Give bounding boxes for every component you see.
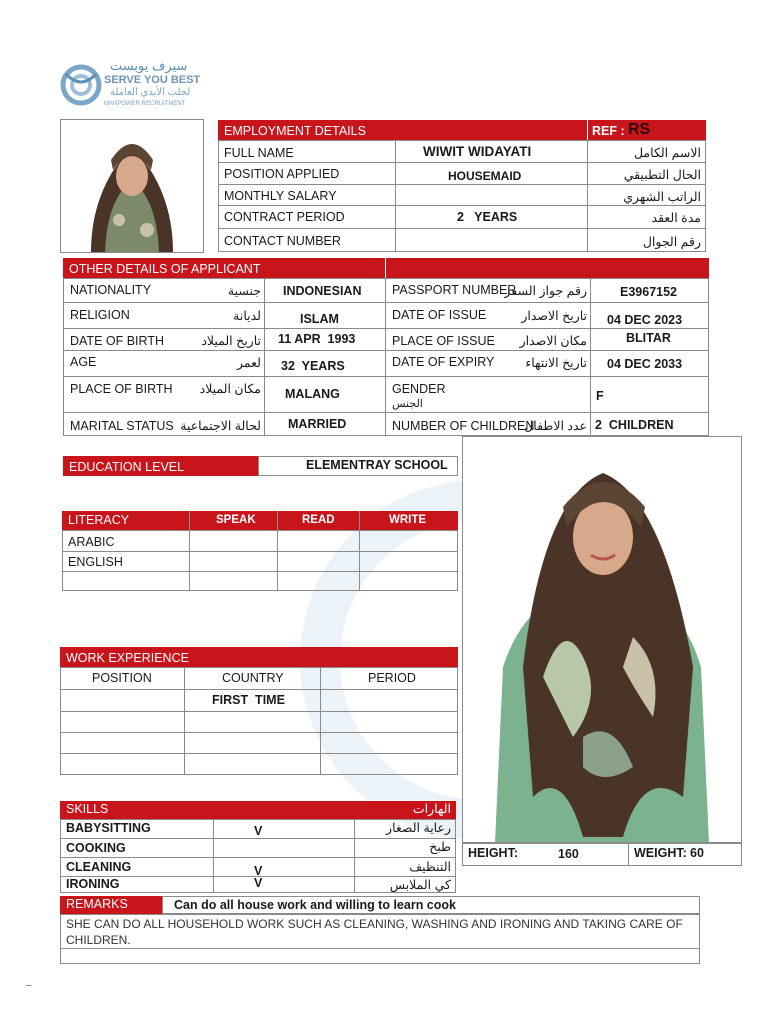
applicant-full-portrait-icon: [463, 437, 741, 843]
literacy-row-arabic: ARABIC: [68, 535, 115, 549]
work-col-country: COUNTRY: [222, 671, 284, 685]
skill-cleaning-arabic: التنظيف: [409, 860, 451, 874]
monthly-salary-arabic: الراتب الشهري: [623, 190, 701, 204]
company-logo: [58, 58, 201, 114]
logo-arabic-sub: لجلب الأيدي العاملة: [110, 87, 191, 98]
nationality-arabic: جنسية: [227, 284, 261, 298]
skill-babysitting-mark: V: [254, 824, 263, 838]
marital-status-label: MARITAL STATUS: [70, 419, 174, 433]
literacy-col-read: READ: [302, 514, 335, 526]
remarks-body: SHE CAN DO ALL HOUSEHOLD WORK SUCH AS CLEANING, WASHING AND IRONING AND TAKING CARE OF CHILDREN.: [66, 917, 683, 947]
monthly-salary-label: MONTHLY SALARY: [224, 189, 337, 203]
skill-ironing-mark: V: [254, 876, 263, 890]
skill-cooking-arabic: طبخ: [429, 840, 451, 854]
religion-arabic: لديانة: [233, 309, 261, 323]
date-of-birth-label: DATE OF BIRTH: [70, 334, 164, 348]
ref-label: REF :: [592, 124, 625, 138]
logo-name: SERVE YOU BEST: [104, 74, 201, 86]
education-label: EDUCATION LEVEL: [69, 460, 185, 474]
full-name-label: FULL NAME: [224, 146, 294, 160]
education-value: ELEMENTRAY SCHOOL: [306, 458, 448, 472]
passport-number-label: PASSPORT NUMBER: [392, 283, 517, 297]
skill-cleaning-mark: V: [254, 864, 263, 878]
weight-label: WEIGHT:: [634, 846, 687, 860]
contract-period-label: CONTRACT PERIOD: [224, 210, 345, 224]
skills-header: [60, 801, 456, 819]
date-of-expiry-label: DATE OF EXPIRY: [392, 355, 495, 369]
place-of-issue-label: PLACE OF ISSUE: [392, 334, 495, 348]
date-of-expiry-arabic: تاريخ الانتهاء: [525, 356, 587, 370]
religion-label: RELIGION: [70, 308, 130, 322]
footer-dash: –: [26, 980, 32, 991]
place-of-birth-value: MALANG: [285, 387, 340, 401]
literacy-row-english: ENGLISH: [68, 555, 123, 569]
height-label: HEIGHT:: [468, 846, 518, 860]
marital-status-value: MARRIED: [288, 417, 347, 431]
place-of-birth-arabic: مكان الميلاد: [199, 382, 261, 396]
logo-subtitle: MANPOWER RECRUITMENT: [104, 101, 186, 107]
marital-status-arabic: لحالة الاجتماعية: [180, 419, 261, 433]
other-details-header-label: OTHER DETAILS OF APPLICANT: [69, 262, 261, 276]
date-of-birth-arabic: تاريخ الميلاد: [201, 334, 261, 348]
gender-label: GENDER: [392, 382, 446, 396]
age-value: 32 YEARS: [281, 359, 345, 373]
skill-ironing-arabic: كي الملابس: [389, 878, 451, 892]
skills-header-arabic: الهارات: [412, 802, 451, 816]
number-of-children-label: NUMBER OF CHILDREN: [392, 419, 535, 433]
ref-value: RS: [628, 121, 651, 138]
position-applied-value: HOUSEMAID: [448, 169, 522, 183]
nationality-value: INDONESIAN: [283, 284, 362, 298]
contact-number-label: CONTACT NUMBER: [224, 234, 341, 248]
date-of-issue-arabic: تاريخ الاصدار: [521, 309, 587, 323]
place-of-birth-label: PLACE OF BIRTH: [70, 382, 173, 396]
remarks-headline: Can do all house work and willing to learn cook: [174, 898, 456, 912]
work-first-row-country: FIRST TIME: [212, 693, 285, 707]
place-of-issue-value: BLITAR: [626, 331, 671, 345]
remarks-header-label: REMARKS: [66, 897, 128, 911]
gender-value: F: [596, 389, 604, 403]
nationality-label: NATIONALITY: [70, 283, 152, 297]
skills-header-label: SKILLS: [66, 802, 109, 816]
age-arabic: لعمر: [237, 356, 261, 370]
applicant-photo-large: [462, 436, 742, 844]
applicant-photo-small: [60, 119, 204, 253]
gender-arabic: الجنس: [392, 398, 423, 410]
skill-cleaning-label: CLEANING: [66, 860, 132, 874]
work-col-period: PERIOD: [368, 671, 416, 685]
full-name-arabic: الاسم الكامل: [633, 146, 701, 160]
religion-value: ISLAM: [300, 312, 339, 326]
date-of-issue-value: 04 DEC 2023: [607, 313, 683, 327]
literacy-header-label: LITERACY: [68, 513, 130, 527]
passport-number-arabic: رقم جواز السفر: [504, 284, 587, 298]
work-col-position: POSITION: [92, 671, 152, 685]
contact-number-arabic: رقم الجوال: [642, 235, 701, 249]
logo-emblem-icon: [58, 60, 104, 110]
skill-babysitting-arabic: رعاية الصغار: [386, 821, 451, 835]
skill-babysitting-label: BABYSITTING: [66, 821, 151, 835]
height-value: 160: [558, 847, 579, 861]
position-applied-label: POSITION APPLIED: [224, 167, 340, 181]
literacy-col-speak: SPEAK: [216, 514, 256, 526]
literacy-col-write: WRITE: [389, 514, 427, 526]
passport-number-value: E3967152: [620, 285, 678, 299]
contract-period-arabic: مدة العقد: [651, 211, 701, 225]
number-of-children-value: 2 CHILDREN: [595, 418, 674, 432]
date-of-birth-value: 11 APR 1993: [278, 332, 356, 346]
full-name-value: WIWIT WIDAYATI: [423, 144, 532, 159]
weight-value: 60: [690, 846, 704, 860]
employment-header-label: EMPLOYMENT DETAILS: [224, 124, 366, 138]
skill-ironing-label: IRONING: [66, 877, 120, 891]
position-applied-arabic: الحال التطبيقي: [623, 168, 701, 182]
skill-cooking-label: COOKING: [66, 841, 126, 855]
logo-arabic-top: سيرف يوبست: [110, 58, 188, 73]
contract-period-value: 2 YEARS: [457, 210, 518, 224]
applicant-portrait-icon: [61, 120, 203, 252]
date-of-expiry-value: 04 DEC 2033: [607, 357, 683, 371]
number-of-children-arabic: عدد الاطفال: [524, 419, 587, 433]
date-of-issue-label: DATE OF ISSUE: [392, 308, 487, 322]
age-label: AGE: [70, 355, 97, 369]
work-experience-header-label: WORK EXPERIENCE: [66, 651, 189, 665]
place-of-issue-arabic: مكان الاصدار: [519, 334, 587, 348]
